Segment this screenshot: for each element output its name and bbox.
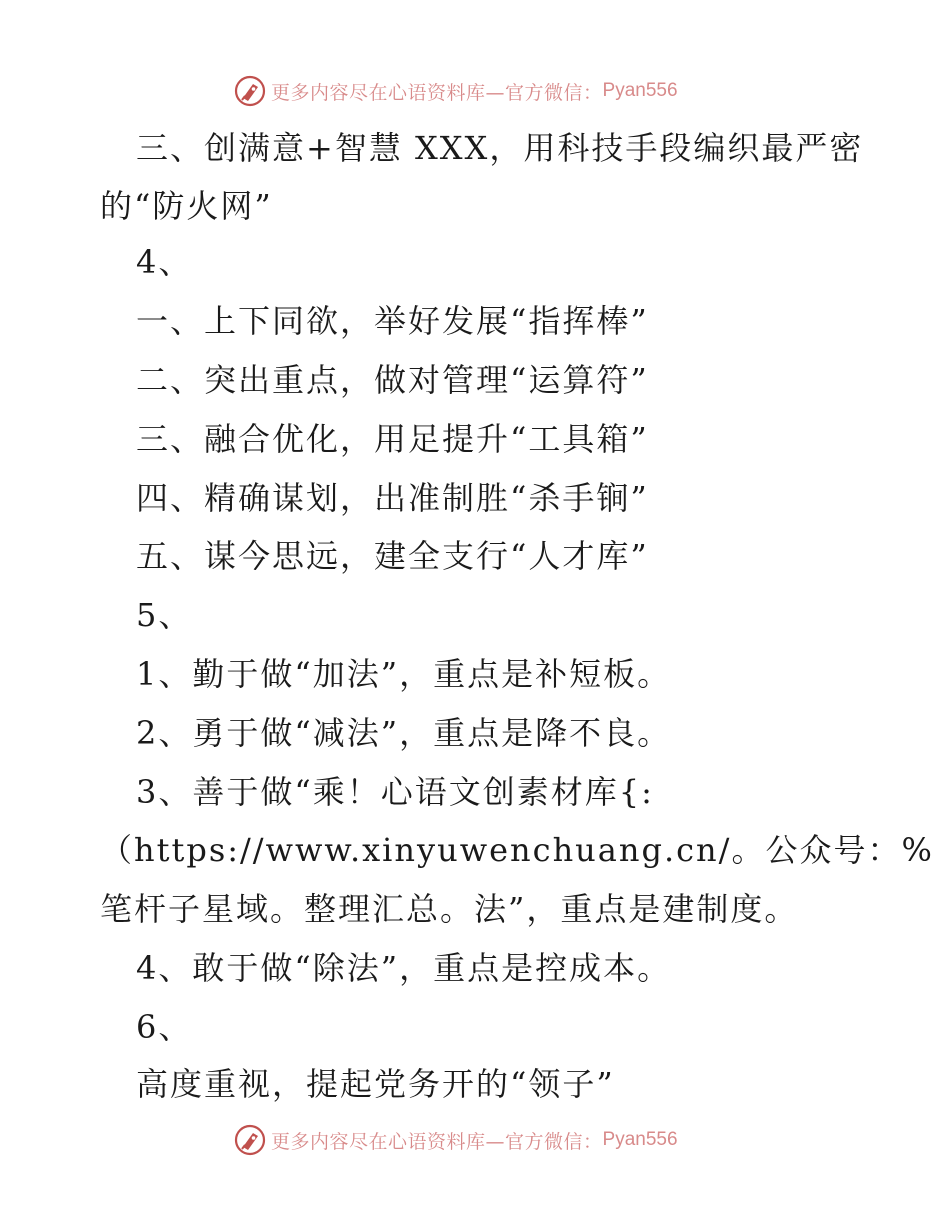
text-line: 4、敢于做“除法”，重点是控成本。 <box>136 949 672 987</box>
text-line: 5、 <box>136 596 193 634</box>
header-banner-handle: Pyan556 <box>602 80 678 101</box>
text-line: 2、勇于做“减法”，重点是降不良。 <box>136 714 672 752</box>
text-line: 1、勤于做“加法”，重点是补短板。 <box>136 655 672 693</box>
text-line: 的“防火网” <box>100 187 273 225</box>
header-banner-text: 更多内容尽在心语资料库—官方微信： <box>271 81 603 104</box>
footer-banner-text: 更多内容尽在心语资料库—官方微信： <box>271 1130 603 1153</box>
text-line: 三、融合优化，用足提升“工具箱” <box>136 420 649 458</box>
footer-watermark-banner <box>233 1120 753 1160</box>
text-line: 三、创满意+智慧 XXX，用科技手段编织最严密 <box>136 129 864 167</box>
text-line: 二、突出重点，做对管理“运算符” <box>136 361 649 399</box>
text-line: 五、谋今思远，建全支行“人才库” <box>136 537 649 575</box>
text-line: 四、精确谋划，出准制胜“杀手锏” <box>136 479 649 517</box>
text-line: 笔杆子星域。整理汇总。法”，重点是建制度。 <box>100 890 799 928</box>
text-line: 高度重视，提起党务开的“领子” <box>136 1065 615 1103</box>
header-watermark-banner <box>233 71 753 111</box>
pen-nib-logo-icon <box>233 74 267 108</box>
text-line: 6、 <box>136 1008 193 1046</box>
text-line: （https://www.xinyuwenchuang.cn/。公众号：% <box>100 831 934 869</box>
text-line: 3、善于做“乘！心语文创素材库{: <box>136 773 654 811</box>
footer-banner-handle: Pyan556 <box>602 1129 678 1150</box>
text-line: 4、 <box>136 243 193 281</box>
text-line: 一、上下同欲，举好发展“指挥棒” <box>136 302 649 340</box>
pen-nib-logo-icon <box>233 1123 267 1157</box>
